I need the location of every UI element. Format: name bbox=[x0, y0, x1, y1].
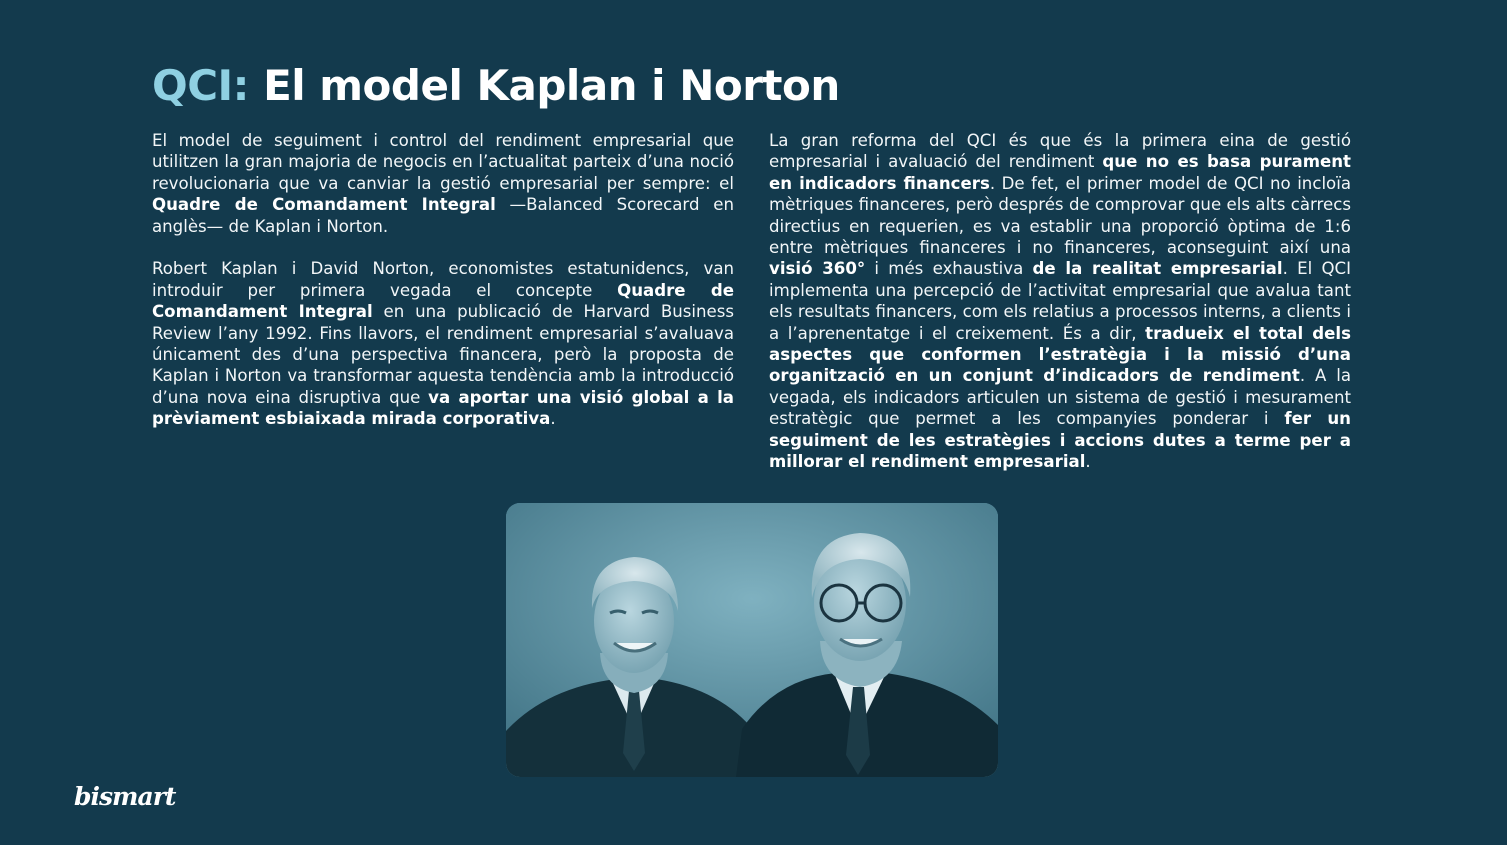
right-text-column bbox=[769, 130, 1351, 473]
left-text-column bbox=[152, 130, 734, 430]
bold-text: tradueix el total dels aspectes que conformen l’estratègia i la missió d’una organització en un conjunt d’indicadors de rendiment bbox=[769, 323, 1351, 386]
kaplan-norton-photo bbox=[506, 503, 998, 777]
title-main: El model Kaplan i Norton bbox=[263, 61, 840, 110]
text-span: . El QCI implementa una percepció de l’activitat empresarial que avalua tant els resultats financers, com els relatius a processos interns, a clients i a l’aprenentatge i el creixement. És a dir, bbox=[769, 259, 1351, 343]
bold-text: de la realitat empresarial bbox=[1032, 259, 1283, 279]
text-span: . bbox=[1085, 452, 1091, 472]
bismart-logo bbox=[74, 778, 174, 828]
text-span: —Balanced Scorecard en anglès— de Kaplan i Norton. bbox=[152, 195, 734, 236]
text-span: El model de seguiment i control del rendiment empresarial que utilitzen la gran majoria de negocis en l’actualitat parteix d’una noció revolucionaria que va canviar la gestió empresarial per sempre: el bbox=[152, 131, 734, 193]
bold-text: que no es basa purament en indicadors financers bbox=[769, 152, 1351, 193]
text-span: . bbox=[550, 409, 556, 429]
slide-title bbox=[152, 58, 840, 114]
logo-text: bismart bbox=[74, 782, 176, 811]
paragraph bbox=[152, 258, 734, 429]
paragraph bbox=[152, 130, 734, 237]
text-span: Robert Kaplan i David Norton, economistes estatunidencs, van introduir per primera vegada el concepte bbox=[152, 259, 734, 300]
bold-text: visió 360° bbox=[769, 259, 866, 279]
text-span: i més exhaustiva bbox=[865, 259, 1033, 279]
text-span: . A la vegada, els indicadors articulen un sistema de gestió i mesurament estratègic que permet a les companyies ponderar i bbox=[769, 366, 1351, 429]
bold-text: Quadre de Comandament Integral bbox=[152, 195, 496, 215]
text-span: en una publicació de Harvard Business Review l’any 1992. Fins llavors, el rendiment empresarial s’avaluava únicament des d’una perspectiva financera, però la proposta de Kaplan i Norton va transformar aquesta tendència amb la introducció d’una nova eina disruptiva que bbox=[152, 302, 734, 407]
text-span: . De fet, el primer model de QCI no incloïa mètriques financeres, però després de comprovar que els alts càrrecs directius en requerien, es va establir una proporció òptima de 1:6 entre mètriques financeres i no financeres, aconseguint així una bbox=[769, 173, 1351, 258]
bold-text: va aportar una visió global a la prèviament esbiaixada mirada corporativa bbox=[152, 387, 734, 429]
paragraph bbox=[769, 130, 1351, 473]
portrait-illustration bbox=[506, 503, 998, 777]
text-span: La gran reforma del QCI és que és la primera eina de gestió empresarial i avaluació del rendiment bbox=[769, 131, 1351, 172]
bold-text: fer un seguiment de les estratègies i accions dutes a terme per a millorar el rendiment empresarial bbox=[769, 409, 1351, 472]
bold-text: Quadre de Comandament Integral bbox=[152, 280, 734, 322]
title-prefix: QCI: bbox=[152, 61, 249, 110]
